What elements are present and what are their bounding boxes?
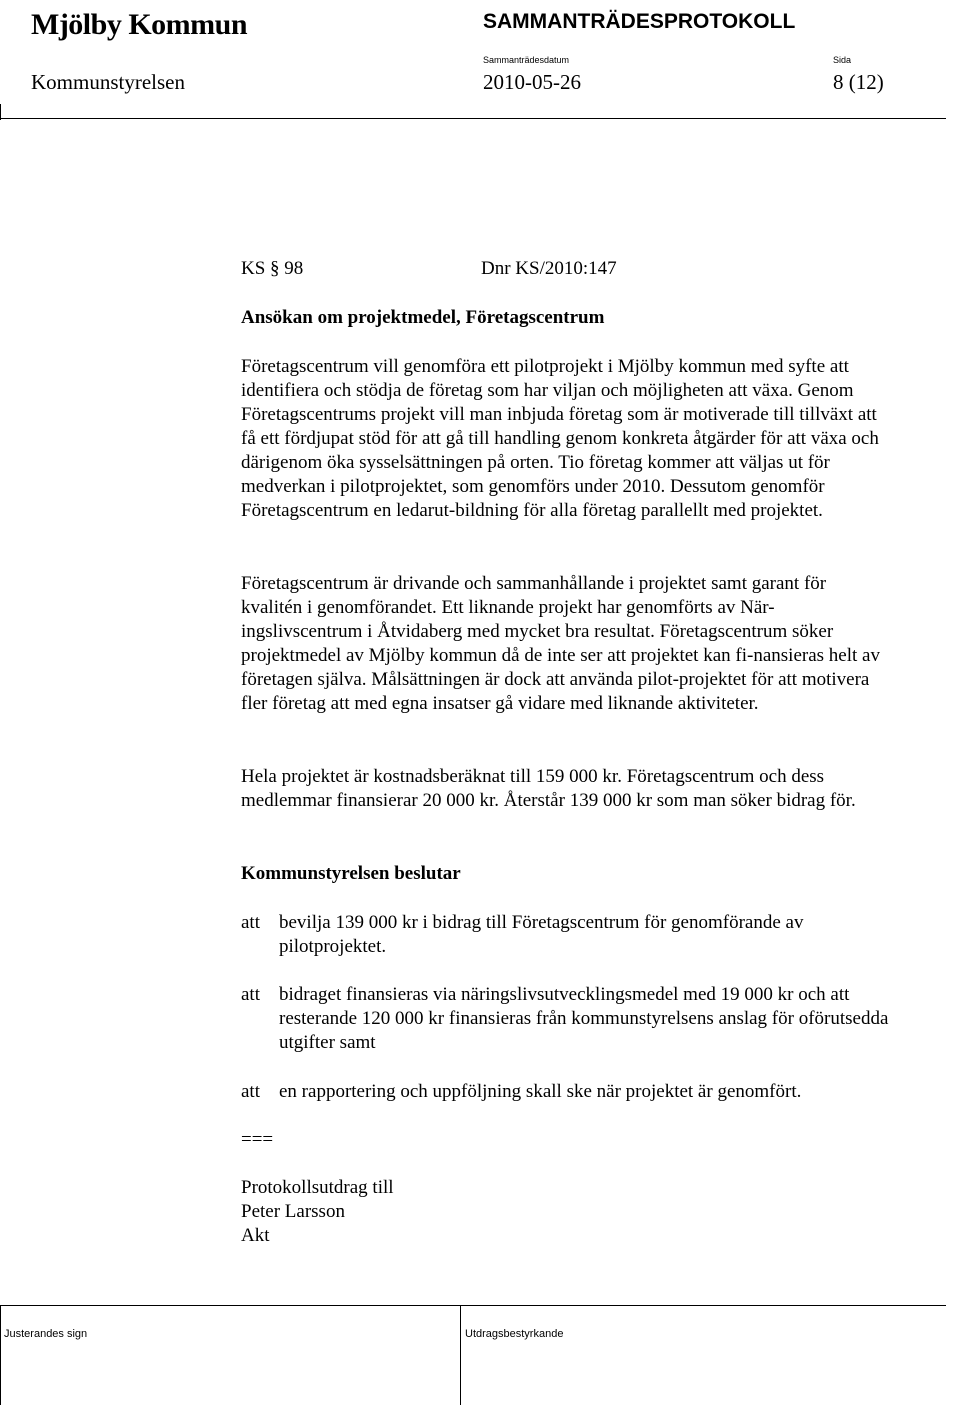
distribution-recipient: Peter Larsson	[241, 1201, 345, 1222]
decision-item-text: bevilja 139 000 kr i bidrag till Företagscentrum för genomförande av pilotprojektet.	[279, 912, 804, 957]
case-dnr: Dnr KS/2010:147	[481, 258, 617, 279]
case-reference	[241, 257, 881, 281]
footer-left-border	[0, 1305, 1, 1405]
committee-name: Kommunstyrelsen	[31, 70, 185, 94]
signature-label: Justerandes sign	[4, 1328, 88, 1340]
decision-item-prefix: att	[241, 984, 260, 1005]
decision-item-text: bidraget finansieras via näringslivsutvecklingsmedel med 19 000 kr och att resterande 120 000 kr finansieras från kommunstyrelsens anslag för oförutsedda utgifter samt	[279, 984, 889, 1053]
decision-heading: Kommunstyrelsen beslutar	[241, 863, 461, 884]
decision-item	[241, 1080, 891, 1104]
distribution-heading: Protokollsutdrag till	[241, 1177, 394, 1198]
date-label: Sammanträdesdatum	[483, 55, 570, 65]
case-number: KS § 98	[241, 258, 304, 279]
case-title: Ansökan om projektmedel, Företagscentrum	[241, 307, 605, 328]
paragraph-background: Företagscentrum vill genomföra ett pilotprojekt i Mjölby kommun med syfte att identifiera och stödja de företag som har viljan och möjligheten att växa. Genom Företagscentrums projekt vill man inbjuda företag som är motiverade till tillväxt att få ett fördjupat stöd för att gå till handling genom konkreta åtgärder för att växa och därigenom öka sysselsättningen på orten. Tio företag kommer att väljas ut för medverkan i pilotprojektet, som genomförs under 2010. Dessutom genomför Företagscentrum en ledarut-bildning för alla företag parallellt med projektet.	[241, 356, 879, 521]
decision-item-text: en rapportering och uppföljning skall ske när projektet är genomfört.	[279, 1081, 802, 1102]
footer-middle-border	[460, 1305, 461, 1405]
distribution-recipient: Akt	[241, 1225, 270, 1246]
decision-item-prefix: att	[241, 912, 260, 933]
meeting-date: 2010-05-26	[483, 70, 581, 94]
certification-label: Utdragsbestyrkande	[465, 1328, 564, 1340]
header-divider	[0, 118, 946, 119]
decision-item-prefix: att	[241, 1081, 260, 1102]
paragraph-responsibility: Företagscentrum är drivande och sammanhållande i projektet samt garant för kvalitén i genomförandet. Ett liknande projekt har genomförts av När-ingslivscentrum i Åtvidaberg med mycket bra resultat. Företagscentrum söker projektmedel av Mjölby kommun då de inte ser att projektet kan fi-nansieras helt av företagen själva. Målsättningen är dock att använda pilot-projektet för att motivera fler företag att med egna insatser gå vidare med liknande aktiviteter.	[241, 573, 880, 714]
page-label: Sida	[833, 55, 852, 65]
distribution-list	[241, 1176, 881, 1248]
decision-item	[241, 911, 891, 959]
page-number: 8 (12)	[833, 70, 884, 94]
footer-divider	[0, 1305, 946, 1306]
section-separator: ===	[241, 1129, 274, 1150]
document-type: SAMMANTRÄDESPROTOKOLL	[483, 10, 796, 33]
organization-name: Mjölby Kommun	[31, 8, 248, 41]
paragraph-budget: Hela projektet är kostnadsberäknat till 159 000 kr. Företagscentrum och dess medlemmar finansierar 20 000 kr. Återstår 139 000 kr som man söker bidrag för.	[241, 766, 856, 811]
header-corner-tick	[0, 104, 1, 120]
decision-item	[241, 983, 891, 1055]
